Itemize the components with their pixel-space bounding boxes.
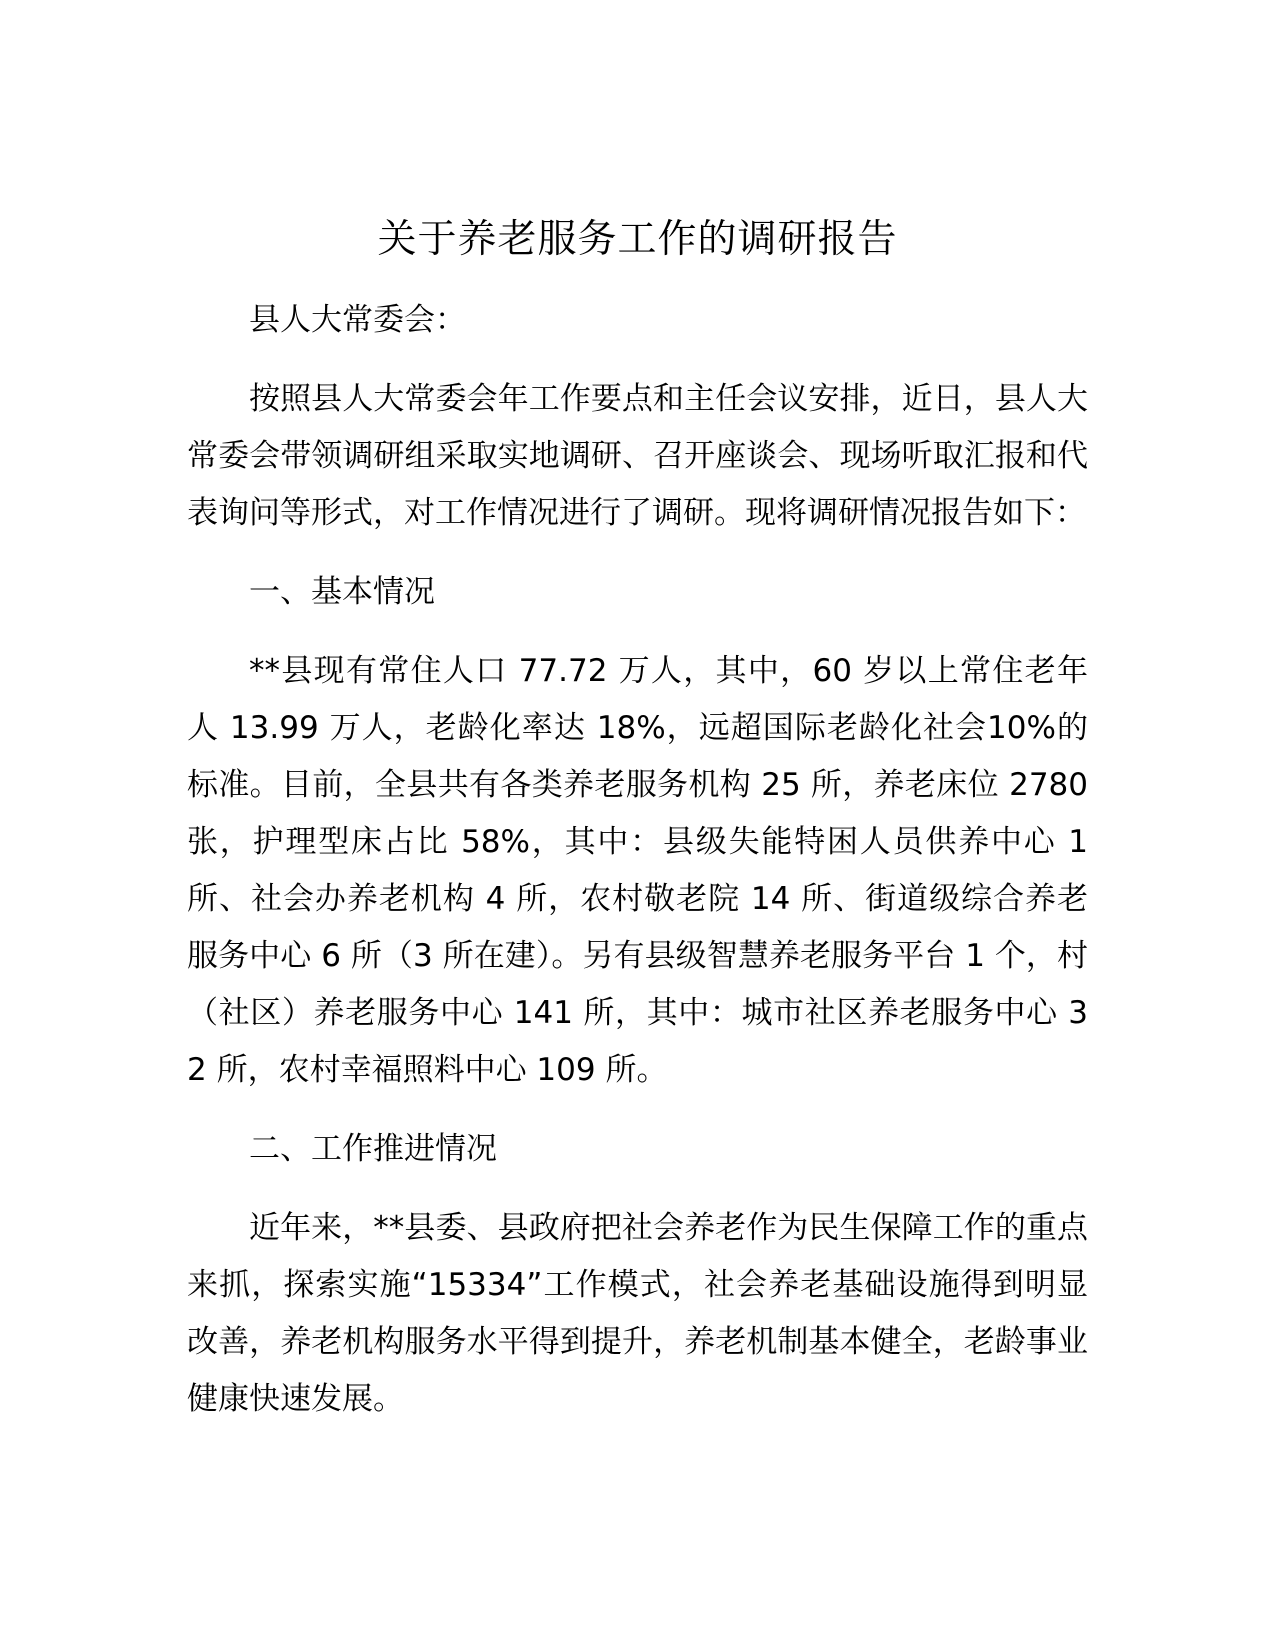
section-1-heading: 一、基本情况 <box>249 574 435 610</box>
salutation: 县人大常委会： <box>249 302 466 338</box>
intro-paragraph: 按照县人大常委会年工作要点和主任会议安排，近日，县人大常委会带领调研组采取实地调研、召开座谈会、现场听取汇报和代表询问等形式，对工作情况进行了调研。现将调研情况报告如下： <box>187 381 1088 531</box>
section-2-paragraph: 近年来，**县委、县政府把社会养老作为民生保障工作的重点来抓，探索实施“15334”工作模式，社会养老基础设施得到明显改善，养老机构服务水平得到提升，养老机制基本健全，老龄事业健康快速发展。 <box>187 1210 1088 1417</box>
section-2-heading: 二、工作推进情况 <box>249 1131 497 1167</box>
section-1-paragraph: **县现有常住人口 77.72 万人，其中，60 岁以上常住老年人 13.99 万人，老龄化率达 18%，远超国际老龄化社会10%的标准。目前，全县共有各类养老服务机构 25 所，养老床位 2780 张，护理型床占比 58%，其中：县级失能特困人员供养中心 1 所、社会办养老机构 4 所，农村敬老院 14 所、街道级综合养老服务中心 6 所（3 所在建）。另有县级智慧养老服务平台 1 个，村（社区）养老服务中心 141 所，其中：城市社区养老服务中心 32 所，农村幸福照料中心 109 所。 <box>187 653 1088 1088</box>
document-title: 关于养老服务工作的调研报告 <box>377 217 898 262</box>
document-body <box>187 292 1088 1450</box>
